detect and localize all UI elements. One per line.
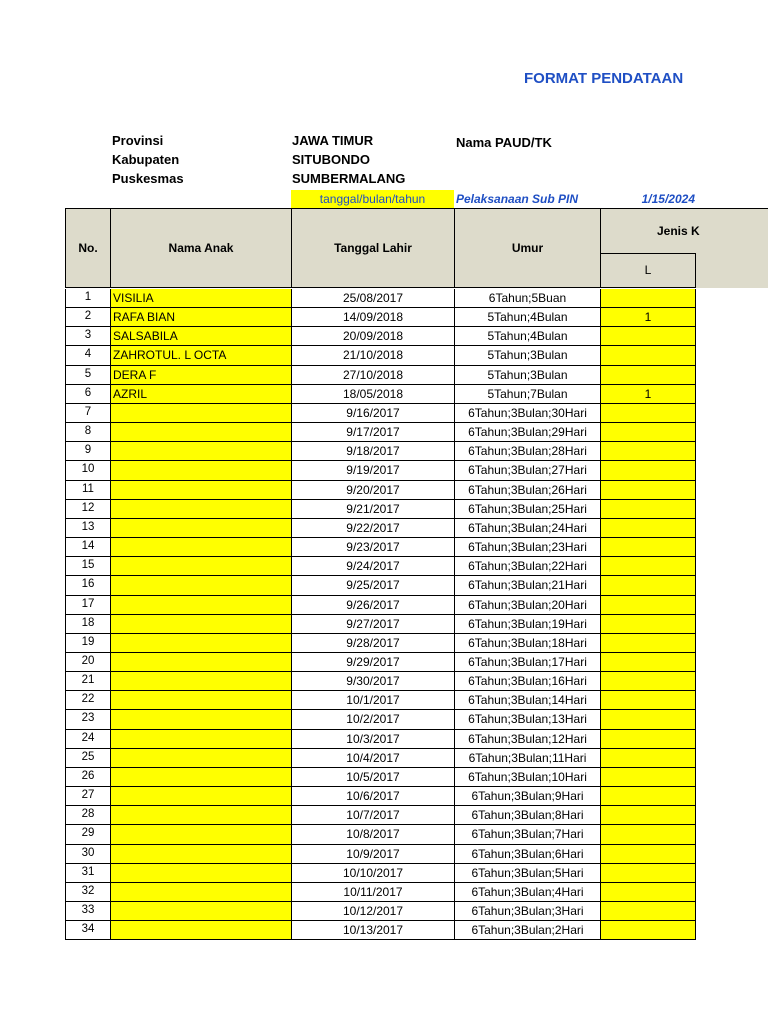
umur-cell[interactable]: 6Tahun;3Bulan;30Hari [455,404,601,423]
column-header-nama[interactable]: Nama Anak [110,208,292,288]
umur-cell[interactable]: 6Tahun;3Bulan;24Hari [455,519,601,538]
row-number-cell[interactable]: 27 [65,787,111,806]
table-row [65,883,696,902]
table-row [65,596,696,615]
umur-cell[interactable]: 5Tahun;4Bulan [455,308,601,327]
tanggal-lahir-cell[interactable]: 10/12/2017 [292,902,455,921]
jenis-l-cell[interactable] [601,461,696,480]
nama-cell[interactable] [111,634,292,653]
nama-cell[interactable] [111,787,292,806]
page-title: FORMAT PENDATAAN [524,70,684,87]
jenis-l-cell[interactable] [601,346,696,365]
tanggal-lahir-cell[interactable]: 9/16/2017 [292,404,455,423]
row-number-cell[interactable]: 29 [65,825,111,844]
row-number-cell[interactable]: 32 [65,883,111,902]
row-number-cell[interactable]: 10 [65,461,111,480]
nama-cell[interactable] [111,672,292,691]
jenis-l-cell[interactable] [601,806,696,825]
table-row [65,845,696,864]
nama-cell[interactable]: VISILIA [111,289,292,308]
nama-cell[interactable] [111,519,292,538]
tanggal-lahir-cell[interactable]: 10/6/2017 [292,787,455,806]
jenis-l-cell[interactable] [601,481,696,500]
umur-cell[interactable]: 5Tahun;3Bulan [455,366,601,385]
umur-cell[interactable]: 6Tahun;3Bulan;3Hari [455,902,601,921]
tanggal-lahir-cell[interactable]: 9/30/2017 [292,672,455,691]
tanggal-lahir-cell[interactable]: 10/1/2017 [292,691,455,710]
table-row [65,404,696,423]
tanggal-lahir-cell[interactable]: 27/10/2018 [292,366,455,385]
nama-cell[interactable] [111,557,292,576]
sub-pin-date[interactable]: 1/15/2024 [641,192,695,206]
table-row [65,902,696,921]
table-row [65,730,696,749]
umur-cell[interactable]: 6Tahun;3Bulan;17Hari [455,653,601,672]
table-row [65,749,696,768]
nama-cell[interactable] [111,691,292,710]
paud-label: Nama PAUD/TK [456,135,552,150]
row-number-cell[interactable]: 24 [65,730,111,749]
table-row [65,691,696,710]
table-row [65,442,696,461]
table-row [65,710,696,729]
table-row [65,806,696,825]
kabupaten-value: SITUBONDO [292,152,370,167]
jenis-l-cell[interactable] [601,730,696,749]
nama-cell[interactable] [111,576,292,595]
nama-cell[interactable] [111,902,292,921]
umur-cell[interactable]: 6Tahun;3Bulan;2Hari [455,921,601,940]
umur-cell[interactable]: 6Tahun;3Bulan;11Hari [455,749,601,768]
row-number-cell[interactable]: 20 [65,653,111,672]
umur-cell[interactable]: 6Tahun;3Bulan;21Hari [455,576,601,595]
nama-cell[interactable] [111,806,292,825]
row-number-cell[interactable]: 3 [65,327,111,346]
nama-cell[interactable] [111,825,292,844]
umur-cell[interactable]: 6Tahun;3Bulan;16Hari [455,672,601,691]
tanggal-lahir-cell[interactable]: 18/05/2018 [292,385,455,404]
row-number-cell[interactable]: 28 [65,806,111,825]
row-number-cell[interactable]: 16 [65,576,111,595]
table-row [65,768,696,787]
jenis-l-cell[interactable] [601,691,696,710]
nama-cell[interactable] [111,404,292,423]
nama-cell[interactable] [111,710,292,729]
nama-cell[interactable] [111,538,292,557]
jenis-l-cell[interactable] [601,519,696,538]
tanggal-lahir-cell[interactable]: 14/09/2018 [292,308,455,327]
jenis-l-cell[interactable]: 1 [601,385,696,404]
tanggal-lahir-cell[interactable]: 9/22/2017 [292,519,455,538]
table-row [65,615,696,634]
row-number-cell[interactable]: 11 [65,481,111,500]
umur-cell[interactable]: 5Tahun;7Bulan [455,385,601,404]
tanggal-lahir-cell[interactable]: 10/13/2017 [292,921,455,940]
tanggal-lahir-cell[interactable]: 10/4/2017 [292,749,455,768]
tanggal-lahir-cell[interactable]: 25/08/2017 [292,289,455,308]
row-number-cell[interactable]: 13 [65,519,111,538]
umur-cell[interactable]: 6Tahun;3Bulan;9Hari [455,787,601,806]
table-row [65,327,696,346]
table-row [65,346,696,365]
row-number-cell[interactable]: 31 [65,864,111,883]
umur-cell[interactable]: 6Tahun;3Bulan;13Hari [455,710,601,729]
nama-cell[interactable]: SALSABILA [111,327,292,346]
table-row [65,366,696,385]
table-row [65,461,696,480]
jenis-l-cell[interactable] [601,327,696,346]
umur-cell[interactable]: 6Tahun;3Bulan;27Hari [455,461,601,480]
table-row [65,519,696,538]
row-number-cell[interactable]: 9 [65,442,111,461]
provinsi-label: Provinsi [112,133,164,148]
tanggal-lahir-cell[interactable]: 21/10/2018 [292,346,455,365]
jenis-l-cell[interactable] [601,883,696,902]
umur-cell[interactable]: 5Tahun;4Bulan [455,327,601,346]
row-number-cell[interactable]: 6 [65,385,111,404]
row-number-cell[interactable]: 22 [65,691,111,710]
table-row [65,825,696,844]
table-row [65,576,696,595]
row-number-cell[interactable]: 15 [65,557,111,576]
row-number-cell[interactable]: 33 [65,902,111,921]
umur-cell[interactable]: 6Tahun;3Bulan;19Hari [455,615,601,634]
column-header-no[interactable]: No. [65,208,111,288]
tanggal-lahir-cell[interactable]: 9/27/2017 [292,615,455,634]
umur-cell[interactable]: 6Tahun;3Bulan;10Hari [455,768,601,787]
nama-cell[interactable] [111,461,292,480]
row-number-cell[interactable]: 17 [65,596,111,615]
umur-cell[interactable]: 6Tahun;3Bulan;4Hari [455,883,601,902]
table-row [65,672,696,691]
table-row [65,921,696,940]
row-number-cell[interactable]: 2 [65,308,111,327]
nama-cell[interactable] [111,615,292,634]
table-row [65,538,696,557]
row-number-cell[interactable]: 30 [65,845,111,864]
table-row [65,289,696,308]
jenis-l-cell[interactable] [601,500,696,519]
jenis-l-cell[interactable] [601,557,696,576]
row-number-cell[interactable]: 23 [65,710,111,729]
umur-cell[interactable]: 6Tahun;3Bulan;23Hari [455,538,601,557]
tanggal-lahir-cell[interactable]: 9/23/2017 [292,538,455,557]
nama-cell[interactable] [111,730,292,749]
jenis-l-cell[interactable] [601,672,696,691]
table-row [65,557,696,576]
sub-pin-label: Pelaksanaan Sub PIN [456,192,579,206]
umur-cell[interactable]: 6Tahun;3Bulan;25Hari [455,500,601,519]
row-number-cell[interactable]: 8 [65,423,111,442]
tanggal-lahir-cell[interactable]: 10/10/2017 [292,864,455,883]
jenis-l-cell[interactable] [601,423,696,442]
row-number-cell[interactable]: 21 [65,672,111,691]
column-header-l[interactable]: L [600,253,696,288]
nama-cell[interactable] [111,442,292,461]
column-header-umur[interactable]: Umur [454,208,601,288]
table-row [65,481,696,500]
kabupaten-label: Kabupaten [112,152,180,167]
jenis-l-cell[interactable]: 1 [601,308,696,327]
nama-cell[interactable] [111,653,292,672]
jenis-l-cell[interactable] [601,442,696,461]
column-header-tanggal[interactable]: Tanggal Lahir [291,208,455,288]
table-row [65,385,696,404]
tanggal-lahir-cell[interactable]: 9/19/2017 [292,461,455,480]
jenis-l-cell[interactable] [601,538,696,557]
tanggal-lahir-cell[interactable]: 9/25/2017 [292,576,455,595]
umur-cell[interactable]: 6Tahun;3Bulan;29Hari [455,423,601,442]
tanggal-lahir-cell[interactable]: 9/17/2017 [292,423,455,442]
tanggal-lahir-cell[interactable]: 9/28/2017 [292,634,455,653]
jenis-l-cell[interactable] [601,710,696,729]
nama-cell[interactable] [111,768,292,787]
umur-cell[interactable]: 6Tahun;3Bulan;22Hari [455,557,601,576]
nama-cell[interactable] [111,845,292,864]
umur-cell[interactable]: 6Tahun;3Bulan;8Hari [455,806,601,825]
tanggal-lahir-cell[interactable]: 9/21/2017 [292,500,455,519]
table-row [65,308,696,327]
row-number-cell[interactable]: 25 [65,749,111,768]
jenis-l-cell[interactable] [601,864,696,883]
row-number-cell[interactable]: 34 [65,921,111,940]
tanggal-lahir-cell[interactable]: 10/7/2017 [292,806,455,825]
column-header-jenis[interactable]: Jenis K [600,208,768,254]
jenis-l-cell[interactable] [601,902,696,921]
tanggal-lahir-cell[interactable]: 10/9/2017 [292,845,455,864]
jenis-l-cell[interactable] [601,768,696,787]
jenis-l-cell[interactable] [601,404,696,423]
table-row [65,787,696,806]
tanggal-lahir-cell[interactable]: 10/3/2017 [292,730,455,749]
table-row [65,634,696,653]
row-number-cell[interactable]: 26 [65,768,111,787]
tanggal-lahir-cell[interactable]: 9/20/2017 [292,481,455,500]
row-number-cell[interactable]: 18 [65,615,111,634]
jenis-l-cell[interactable] [601,921,696,940]
row-number-cell[interactable]: 4 [65,346,111,365]
nama-cell[interactable] [111,481,292,500]
table-row [65,500,696,519]
jenis-l-cell[interactable] [601,596,696,615]
nama-cell[interactable] [111,596,292,615]
puskesmas-value: SUMBERMALANG [292,171,406,186]
tanggal-lahir-cell[interactable]: 9/18/2017 [292,442,455,461]
jenis-l-cell[interactable] [601,749,696,768]
date-format-cell[interactable]: tanggal/bulan/tahun [291,190,454,208]
jenis-l-cell[interactable] [601,576,696,595]
nama-cell[interactable] [111,500,292,519]
tanggal-lahir-cell[interactable]: 10/5/2017 [292,768,455,787]
tanggal-lahir-cell[interactable]: 20/09/2018 [292,327,455,346]
nama-cell[interactable]: RAFA BIAN [111,308,292,327]
nama-cell[interactable] [111,883,292,902]
tanggal-lahir-cell[interactable]: 10/2/2017 [292,710,455,729]
tanggal-lahir-cell[interactable]: 10/8/2017 [292,825,455,844]
umur-cell[interactable]: 6Tahun;3Bulan;12Hari [455,730,601,749]
row-number-cell[interactable]: 12 [65,500,111,519]
nama-cell[interactable]: ZAHROTUL. L OCTA [111,346,292,365]
nama-cell[interactable] [111,864,292,883]
row-number-cell[interactable]: 14 [65,538,111,557]
umur-cell[interactable]: 6Tahun;3Bulan;6Hari [455,845,601,864]
provinsi-value: JAWA TIMUR [292,133,374,148]
row-number-cell[interactable]: 1 [65,289,111,308]
row-number-cell[interactable]: 5 [65,366,111,385]
jenis-l-cell[interactable] [601,289,696,308]
table-row [65,653,696,672]
table-row [65,423,696,442]
umur-cell[interactable]: 6Tahun;5Buan [455,289,601,308]
jenis-l-cell[interactable] [601,825,696,844]
nama-cell[interactable]: AZRIL [111,385,292,404]
nama-cell[interactable] [111,423,292,442]
jenis-l-cell[interactable] [601,787,696,806]
jenis-l-cell[interactable] [601,634,696,653]
umur-cell[interactable]: 6Tahun;3Bulan;26Hari [455,481,601,500]
jenis-l-cell[interactable] [601,366,696,385]
jenis-l-cell[interactable] [601,615,696,634]
tanggal-lahir-cell[interactable]: 9/29/2017 [292,653,455,672]
umur-cell[interactable]: 5Tahun;3Bulan [455,346,601,365]
nama-cell[interactable]: DERA F [111,366,292,385]
header-extension [695,254,768,288]
data-table [65,289,696,940]
umur-cell[interactable]: 6Tahun;3Bulan;20Hari [455,596,601,615]
jenis-l-cell[interactable] [601,845,696,864]
nama-cell[interactable] [111,749,292,768]
tanggal-lahir-cell[interactable]: 9/24/2017 [292,557,455,576]
umur-cell[interactable]: 6Tahun;3Bulan;5Hari [455,864,601,883]
row-number-cell[interactable]: 7 [65,404,111,423]
umur-cell[interactable]: 6Tahun;3Bulan;28Hari [455,442,601,461]
umur-cell[interactable]: 6Tahun;3Bulan;18Hari [455,634,601,653]
umur-cell[interactable]: 6Tahun;3Bulan;14Hari [455,691,601,710]
tanggal-lahir-cell[interactable]: 10/11/2017 [292,883,455,902]
tanggal-lahir-cell[interactable]: 9/26/2017 [292,596,455,615]
puskesmas-label: Puskesmas [112,171,184,186]
jenis-l-cell[interactable] [601,653,696,672]
umur-cell[interactable]: 6Tahun;3Bulan;7Hari [455,825,601,844]
nama-cell[interactable] [111,921,292,940]
row-number-cell[interactable]: 19 [65,634,111,653]
table-row [65,864,696,883]
